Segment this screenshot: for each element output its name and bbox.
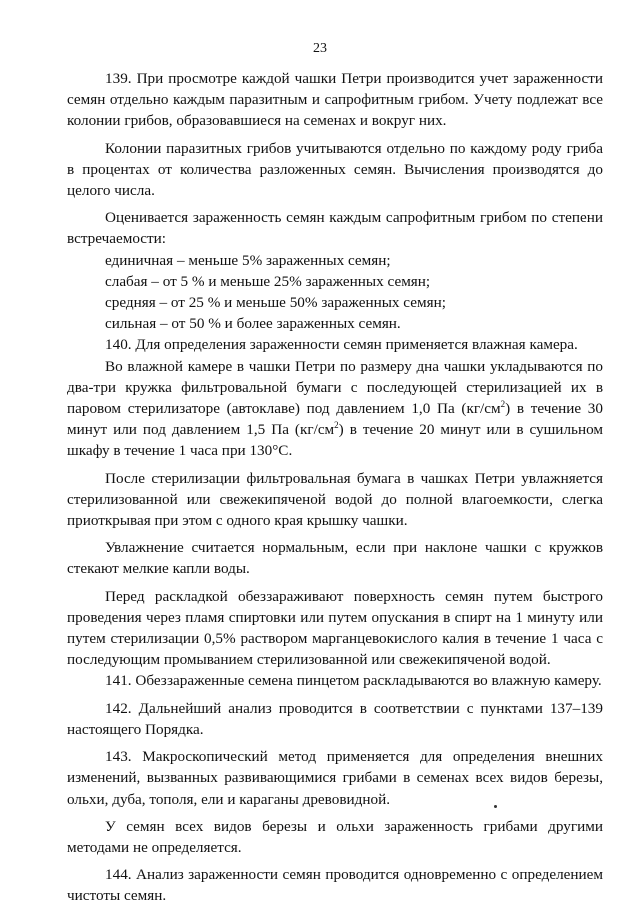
- list-item: слабая – от 5 % и меньше 25% зараженных семян;: [105, 272, 431, 290]
- text-segment: Во влажной камере в чашки Петри по размеру дна чашки укладываются по два-три кружка фильтровальной бумаги с последующей стерилизацией их в паровом стерилизаторе (автоклаве) под давлением 1,0 Па (кг/см: [67, 357, 603, 418]
- list-item: средняя – от 25 % и меньше 50% зараженных семян;: [105, 294, 446, 312]
- list-item: единичная – меньше 5% зараженных семян;: [105, 251, 391, 269]
- paragraph-139: 139. При просмотре каждой чашки Петри производится учет зараженности семян отдельно каждым паразитным и сапрофитным грибом. Учету подлежат все колонии грибов, образовавшиеся на семенах и вокруг них.: [67, 70, 603, 130]
- paragraph-140: 140. Для определения зараженности семян применяется влажная камера.: [105, 336, 578, 354]
- text-segment: ) в течение 20 минут или в сушильном шкафу в течение 1 часа при 130°С.: [67, 421, 603, 460]
- superscript: 2: [500, 398, 506, 409]
- document-body: [67, 68, 603, 907]
- paragraph-parasitic-fungi: Колонии паразитных грибов учитываются отдельно по каждому роду гриба в процентах от количества разложенных семян. Вычисления производятся до целого числа.: [67, 139, 603, 200]
- paragraph-142: 142. Дальнейший анализ проводится в соответствии с пунктами 137–139 настоящего Порядка.: [67, 699, 603, 738]
- scan-speck: [494, 805, 497, 808]
- occurrence-degree-list: [67, 250, 603, 335]
- paragraph-disinfection: Перед раскладкой обеззараживают поверхность семян путем быстрого проведения через пламя спиртовки или путем опускания в спирт на 1 минуту или путем стерилизации 0,5% раствором марганцевокислого калия в течение 1 часа с последующим промыванием стерилизованной или свежекипяченой водой.: [67, 587, 603, 669]
- paragraph-143: 143. Макроскопический метод применяется для определения внешних изменений, вызванных развивающимися грибами в семенах всех видов березы, ольхи, дуба, тополя, ели и караганы древовидной.: [67, 748, 603, 808]
- paragraph-saprophytic-assessment: Оценивается зараженность семян каждым сапрофитным грибом по степени встречаемости:: [67, 209, 603, 248]
- text-segment: ) в течение 30 минут или под давлением 1,5 Па (кг/см: [67, 400, 603, 439]
- paragraph-141: 141. Обеззараженные семена пинцетом раскладываются во влажную камеру.: [105, 672, 602, 690]
- paragraph-144: 144. Анализ зараженности семян проводится одновременно с определением чистоты семян.: [67, 866, 603, 905]
- paragraph-humid-chamber: [67, 356, 603, 462]
- paragraph-moistening-normal: Увлажнение считается нормальным, если при наклоне чашки с кружков стекают мелкие капли воды.: [67, 539, 603, 578]
- list-item: сильная – от 50 % и более зараженных семян.: [105, 315, 401, 333]
- paragraph-birch-alder: У семян всех видов березы и ольхи зараженность грибами другими методами не определяется.: [67, 817, 603, 856]
- paragraph-moistening: После стерилизации фильтровальная бумага в чашках Петри увлажняется стерилизованной или свежекипяченой водой до полной влагоемкости, слегка приоткрывая при этом с одного края крышку чашки.: [67, 469, 603, 530]
- superscript: 2: [334, 420, 339, 431]
- page-number: 23: [313, 41, 327, 56]
